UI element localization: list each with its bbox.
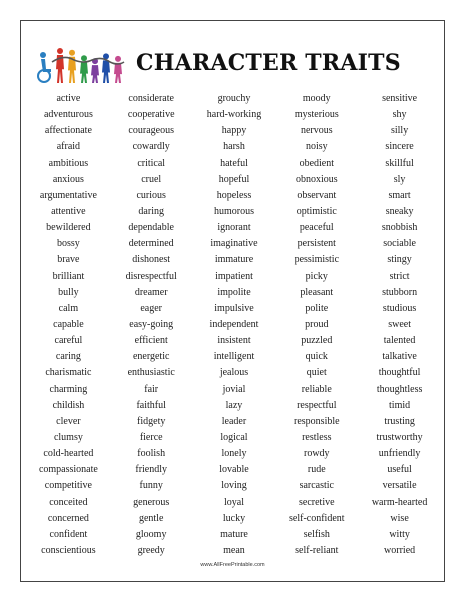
trait-word: quiet [306, 367, 327, 379]
trait-word: easy-going [129, 319, 174, 331]
trait-word: conceited [49, 496, 88, 508]
trait-word: secretive [299, 496, 335, 508]
trait-word: imaginative [210, 238, 258, 250]
trait-word: polite [305, 302, 329, 314]
trait-word: sneaky [385, 206, 414, 218]
trait-word: bewildered [46, 222, 91, 234]
trait-word: restless [302, 432, 332, 444]
trait-word: energetic [132, 351, 170, 363]
trait-word: intelligent [213, 351, 255, 363]
person-figure [56, 48, 64, 83]
trait-word: unfriendly [378, 448, 421, 460]
trait-word: lazy [225, 399, 243, 411]
trait-word: bully [58, 286, 79, 298]
trait-word: jealous [219, 367, 249, 379]
trait-word: proud [305, 319, 329, 331]
trait-word: impatient [215, 270, 253, 282]
trait-word: dishonest [132, 254, 171, 266]
trait-word: hopeless [216, 189, 252, 201]
trait-word: fierce [139, 432, 163, 444]
trait-word: skillful [385, 157, 414, 169]
trait-word: friendly [135, 464, 168, 476]
trait-word: determined [128, 238, 174, 250]
trait-word: peaceful [299, 222, 334, 234]
trait-word: sly [393, 173, 406, 185]
trait-word: dreamer [134, 286, 168, 298]
trait-word: loyal [223, 496, 244, 508]
trait-word: caring [55, 351, 81, 363]
trait-word: nervous [300, 125, 333, 137]
trait-word: studious [382, 302, 417, 314]
trait-word: rude [307, 464, 326, 476]
trait-word: picky [305, 270, 328, 282]
trait-word: selfish [303, 528, 330, 540]
trait-word: competitive [44, 480, 92, 492]
trait-word: hateful [220, 157, 248, 169]
trait-word: immature [214, 254, 254, 266]
trait-word: stingy [387, 254, 412, 266]
trait-word: cooperative [127, 109, 175, 121]
trait-word: lovable [219, 464, 249, 476]
trait-word: mysterious [294, 109, 339, 121]
trait-word: impulsive [214, 302, 254, 314]
trait-word: timid [389, 399, 411, 411]
trait-word: greedy [137, 545, 165, 556]
trait-word: quick [305, 351, 328, 363]
trait-word: respectful [297, 399, 337, 411]
person-figure [114, 56, 122, 83]
trait-word: childish [52, 399, 85, 411]
trait-word: charming [49, 383, 88, 395]
trait-word: dependable [128, 222, 174, 234]
person-figure [80, 55, 88, 83]
trait-word: afraid [56, 141, 81, 153]
trait-word: silly [390, 125, 409, 137]
trait-word: noisy [305, 141, 328, 153]
trait-word: humorous [213, 206, 254, 218]
trait-word: concerned [47, 512, 89, 524]
trait-word: sweet [388, 319, 411, 331]
trait-word: harsh [223, 141, 245, 153]
trait-word: mean [223, 545, 245, 556]
footer-url: www.AllFreePrintable.com [200, 562, 265, 568]
trait-word: attentive [51, 206, 86, 218]
trait-word: impolite [217, 286, 251, 298]
trait-word: trusting [384, 415, 415, 427]
trait-word: adventurous [43, 109, 93, 121]
trait-word: cold-hearted [43, 448, 94, 460]
trait-word: persistent [297, 238, 336, 250]
header [21, 21, 444, 99]
trait-word: bossy [57, 238, 80, 250]
people-holding-hands-icon [34, 44, 128, 84]
trait-word: capable [53, 319, 84, 331]
trait-word: calm [58, 302, 79, 314]
trait-word: reliable [301, 383, 332, 395]
trait-word: observant [297, 189, 337, 201]
trait-word: self-reliant [295, 545, 339, 556]
trait-word: witty [389, 528, 410, 540]
trait-word: shy [392, 109, 407, 121]
trait-word: hard-working [206, 109, 262, 121]
trait-word: curious [136, 189, 166, 201]
trait-word: puzzled [301, 335, 333, 347]
trait-word: careful [54, 335, 83, 347]
trait-word: brave [57, 254, 80, 266]
trait-word: argumentative [39, 189, 97, 201]
trait-word: eager [140, 302, 163, 314]
trait-word: talented [383, 335, 416, 347]
standing-figures [56, 48, 122, 83]
trait-word: worried [384, 545, 416, 556]
person-figure [102, 53, 110, 83]
trait-word: trustworthy [376, 432, 423, 444]
trait-word: sincere [385, 141, 414, 153]
trait-word: lonely [221, 448, 247, 460]
trait-word: ambitious [48, 157, 89, 169]
trait-word: obedient [299, 157, 334, 169]
trait-word: mature [220, 528, 248, 540]
trait-word: hopeful [218, 173, 250, 185]
trait-word: funny [139, 480, 163, 492]
trait-word: moody [302, 93, 331, 105]
trait-word: gentle [138, 512, 164, 524]
trait-word: clumsy [53, 432, 83, 444]
trait-grid [27, 91, 441, 559]
trait-word: self-confident [289, 512, 345, 524]
trait-word: cruel [141, 173, 162, 185]
trait-word: thoughtful [378, 367, 421, 379]
trait-word: critical [137, 157, 166, 169]
trait-word: smart [388, 189, 411, 201]
trait-word: confident [49, 528, 88, 540]
trait-word: obnoxious [295, 173, 338, 185]
trait-word: thoughtless [376, 383, 423, 395]
trait-word: foolish [137, 448, 166, 460]
trait-word: warm-hearted [371, 496, 428, 508]
trait-word: cowardly [132, 141, 170, 153]
trait-word: gloomy [135, 528, 167, 540]
trait-word: loving [221, 480, 247, 492]
trait-word: versatile [382, 480, 417, 492]
trait-word: logical [220, 432, 248, 444]
trait-word: optimistic [296, 206, 337, 218]
trait-word: lucky [222, 512, 246, 524]
trait-word: anxious [52, 173, 84, 185]
trait-word: enthusiastic [127, 367, 175, 379]
trait-word: responsible [294, 415, 340, 427]
trait-word: sarcastic [299, 480, 334, 492]
trait-word: considerate [128, 93, 174, 105]
wheelchair-figure [38, 52, 51, 82]
trait-word: insistent [217, 335, 251, 347]
trait-word: pleasant [300, 286, 334, 298]
trait-word: disrespectful [125, 270, 177, 282]
trait-word: courageous [128, 125, 174, 137]
person-figure [68, 50, 76, 83]
trait-word: fidgety [137, 415, 166, 427]
person-figure [91, 58, 99, 83]
trait-word: happy [221, 125, 247, 137]
trait-word: stubborn [382, 286, 418, 298]
trait-word: generous [133, 496, 170, 508]
trait-word: fair [144, 383, 159, 395]
trait-word: active [56, 93, 81, 105]
trait-word: useful [387, 464, 412, 476]
trait-word: talkative [382, 351, 417, 363]
trait-word: compassionate [38, 464, 98, 476]
trait-word: pessimistic [294, 254, 340, 266]
trait-word: grouchy [217, 93, 251, 105]
trait-word: jovial [222, 383, 246, 395]
printable-sheet [20, 20, 445, 582]
trait-word: charismatic [45, 367, 92, 379]
trait-word: rowdy [304, 448, 330, 460]
trait-word: independent [209, 319, 259, 331]
trait-word: conscientious [41, 545, 96, 556]
trait-word: faithful [136, 399, 166, 411]
trait-word: clever [56, 415, 81, 427]
trait-word: sensitive [382, 93, 418, 105]
trait-word: sociable [383, 238, 416, 250]
page-title: CHARACTER TRAITS [136, 50, 401, 76]
trait-word: brilliant [52, 270, 85, 282]
trait-word: strict [389, 270, 410, 282]
trait-word: daring [138, 206, 164, 218]
trait-word: efficient [134, 335, 168, 347]
trait-word: snobbish [381, 222, 418, 234]
trait-word: affectionate [44, 125, 92, 137]
trait-word: ignorant [217, 222, 251, 234]
trait-word: leader [221, 415, 247, 427]
trait-word: wise [390, 512, 409, 524]
